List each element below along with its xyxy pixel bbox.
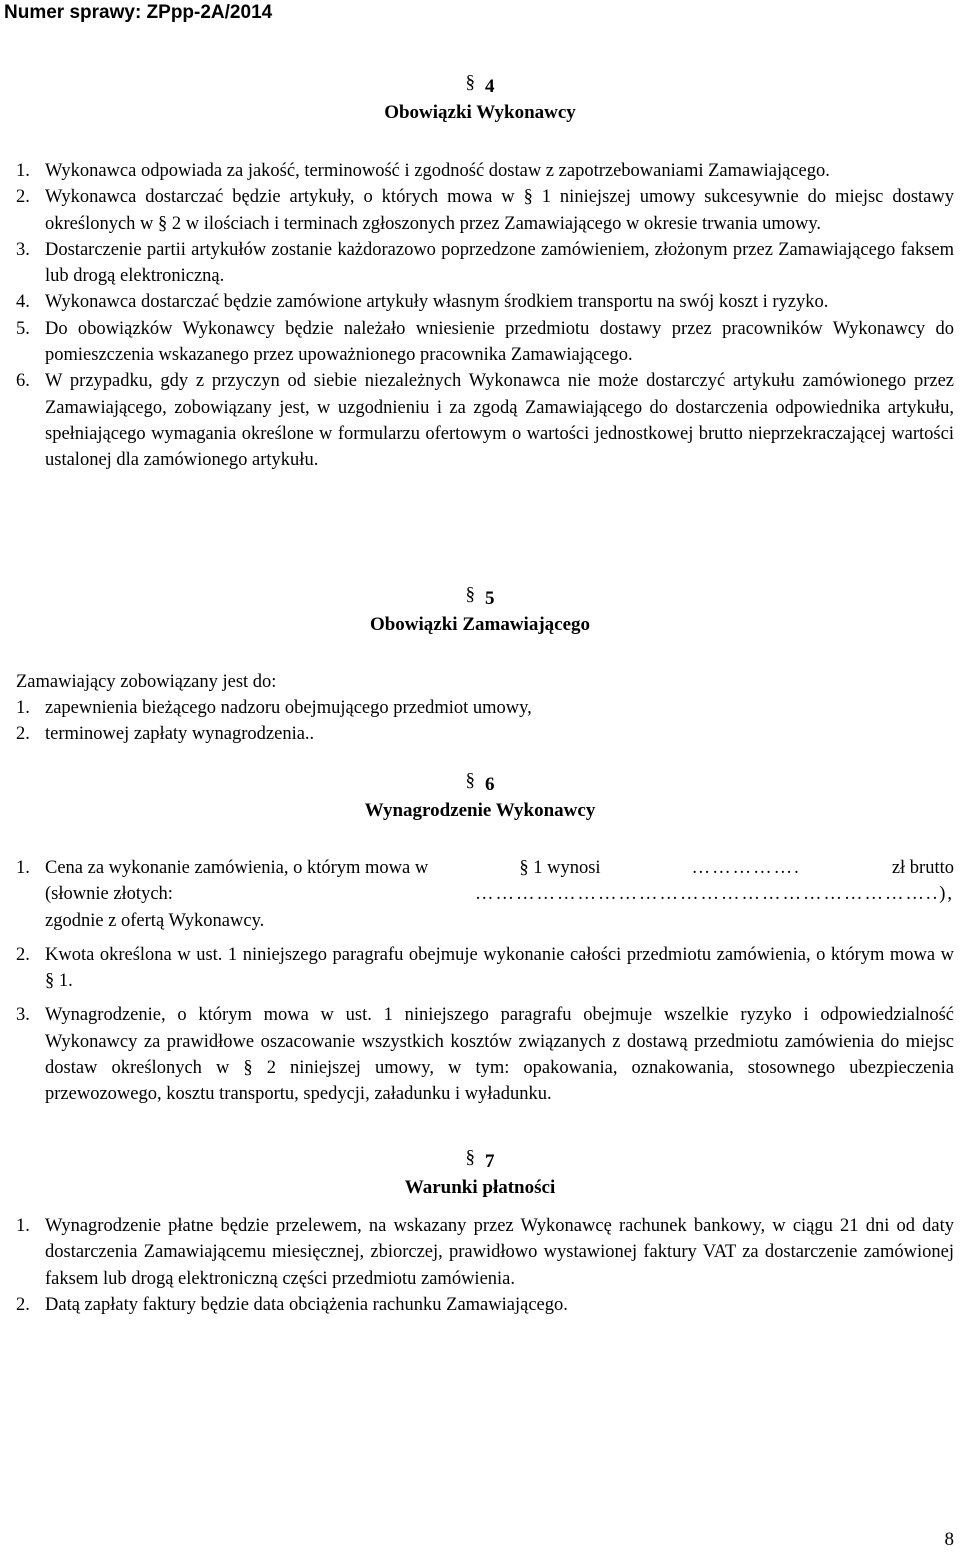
list-item: 3. Wynagrodzenie, o którym mowa w ust. 1 niniejszego paragrafu obejmuje wszelkie ryzyko i odpowiedzialność Wykonawcy za prawidłowe oszacowanie wszystkich kosztów związanych z dostawą przedmiotu zamówienia do miejsc dostaw określonych w § 2 niniejszej umowy, w tym: opakowania, oznakowania, stosownego ubezpieczenia przewozowego, kosztu transportu, spedycji, załadunku i wyładunku. <box>16 1005 954 1105</box>
list-item: 5. Do obowiązków Wykonawcy będzie należało wniesienie przedmiotu dostawy przez pracowników Wykonawcy do pomieszczenia wskazanego przez upoważnionego pracownika Zamawiającego. <box>16 318 954 366</box>
section-number: § 7 <box>465 1147 495 1172</box>
section-number: § 6 <box>465 770 495 795</box>
section-title: Obowiązki Wykonawcy <box>384 102 576 123</box>
section-title: Obowiązki Zamawiającego <box>369 614 591 635</box>
paragraph-sign: § <box>45 971 55 992</box>
case-number: Numer sprawy: ZPpp-2A/2014 <box>4 2 273 23</box>
list-item: 6. W przypadku, gdy z przyczyn od siebie niezależnych Wykonawca nie może dostarczyć artykułu zamówionego przez Zamawiającego, zobowiązany jest, w uzgodnieniu i za zgodą Zamawiającego do dostarczenia odpowiednika artykułu, spełniającego wymagania określone w formularzu ofertowym o wartości jednostkowej brutto nieprzekraczającej wartości ustalonej dla zamówionego artykułu. <box>16 371 954 471</box>
paragraph-sign: § <box>465 770 475 791</box>
paragraph-sign: § <box>465 584 475 605</box>
list-item: 2. Wykonawca dostarczać będzie artykuły, o których mowa w § 1 niniejszej umowy sukcesywnie do miejsc dostawy określonych w § 2 w ilościach i terminach zgłoszonych przez Zamawiającego w okresie trwania umowy. <box>16 187 954 234</box>
list-item: 2. Kwota określona w ust. 1 niniejszego paragrafu obejmuje wykonanie całości przedmiotu zamówienia, o którym mowa w § 1. <box>16 944 954 992</box>
section-5-list <box>16 695 954 748</box>
section-4-list <box>16 158 954 474</box>
section-title: Warunki płatności <box>404 1177 556 1198</box>
list-item: 2. Datą zapłaty faktury będzie data obciążenia rachunku Zamawiającego. <box>16 1294 568 1315</box>
section-7-list <box>16 1213 954 1318</box>
list-item: 3. Dostarczenie partii artykułów zostanie każdorazowo poprzedzone zamówieniem, złożonym przez Zamawiającego faksem lub drogą elektroniczną. <box>16 239 954 287</box>
list-item: 2. terminowej zapłaty wynagrodzenia.. <box>16 724 315 745</box>
list-item: 1. Cena za wykonanie zamówienia, o którym mowa w § 1 wynosi ……………. zł brutto (słownie złotych: …………………………………………………………..), zgodnie z ofertą Wykonawcy. <box>16 855 954 934</box>
paragraph-sign: § <box>465 1147 475 1168</box>
list-item: 4. Wykonawca dostarczać będzie zamówione artykuły własnym środkiem transportu na swój koszt i ryzyko. <box>16 292 829 313</box>
section-6-heading <box>0 772 960 824</box>
section-title: Wynagrodzenie Wykonawcy <box>364 800 596 821</box>
section-5-intro: Zamawiający zobowiązany jest do: <box>16 672 277 692</box>
section-6-list <box>16 855 954 1108</box>
paragraph-sign: § <box>465 72 475 93</box>
amount-words-blank: …………………………………………………………..), <box>474 884 954 905</box>
paragraph-sign: § <box>519 858 529 878</box>
list-item: 1. Wynagrodzenie płatne będzie przelewem, na wskazany przez Wykonawcę rachunek bankowy, w ciągu 21 dni od daty dostarczenia Zamawiającemu miesięcznej, zbiorczej, prawidłowo wystawionej faktury VAT za dostarczenie zamówionej faksem lub drogą elektroniczną części przedmiotu zamówienia. <box>16 1216 954 1289</box>
page-number: 8 <box>944 1529 954 1550</box>
list-item: 1. zapewnienia bieżącego nadzoru obejmującego przedmiot umowy, <box>16 698 532 718</box>
section-5-heading <box>0 586 960 638</box>
section-number: § 5 <box>465 584 495 609</box>
section-4-heading <box>0 74 960 126</box>
section-number: § 4 <box>465 72 495 97</box>
amount-blank: ……………. <box>691 858 801 878</box>
list-item: 1. Wykonawca odpowiada za jakość, terminowość i zgodność dostaw z zapotrzebowaniami Zamawiającego. <box>16 161 830 181</box>
section-7-heading <box>0 1149 960 1201</box>
